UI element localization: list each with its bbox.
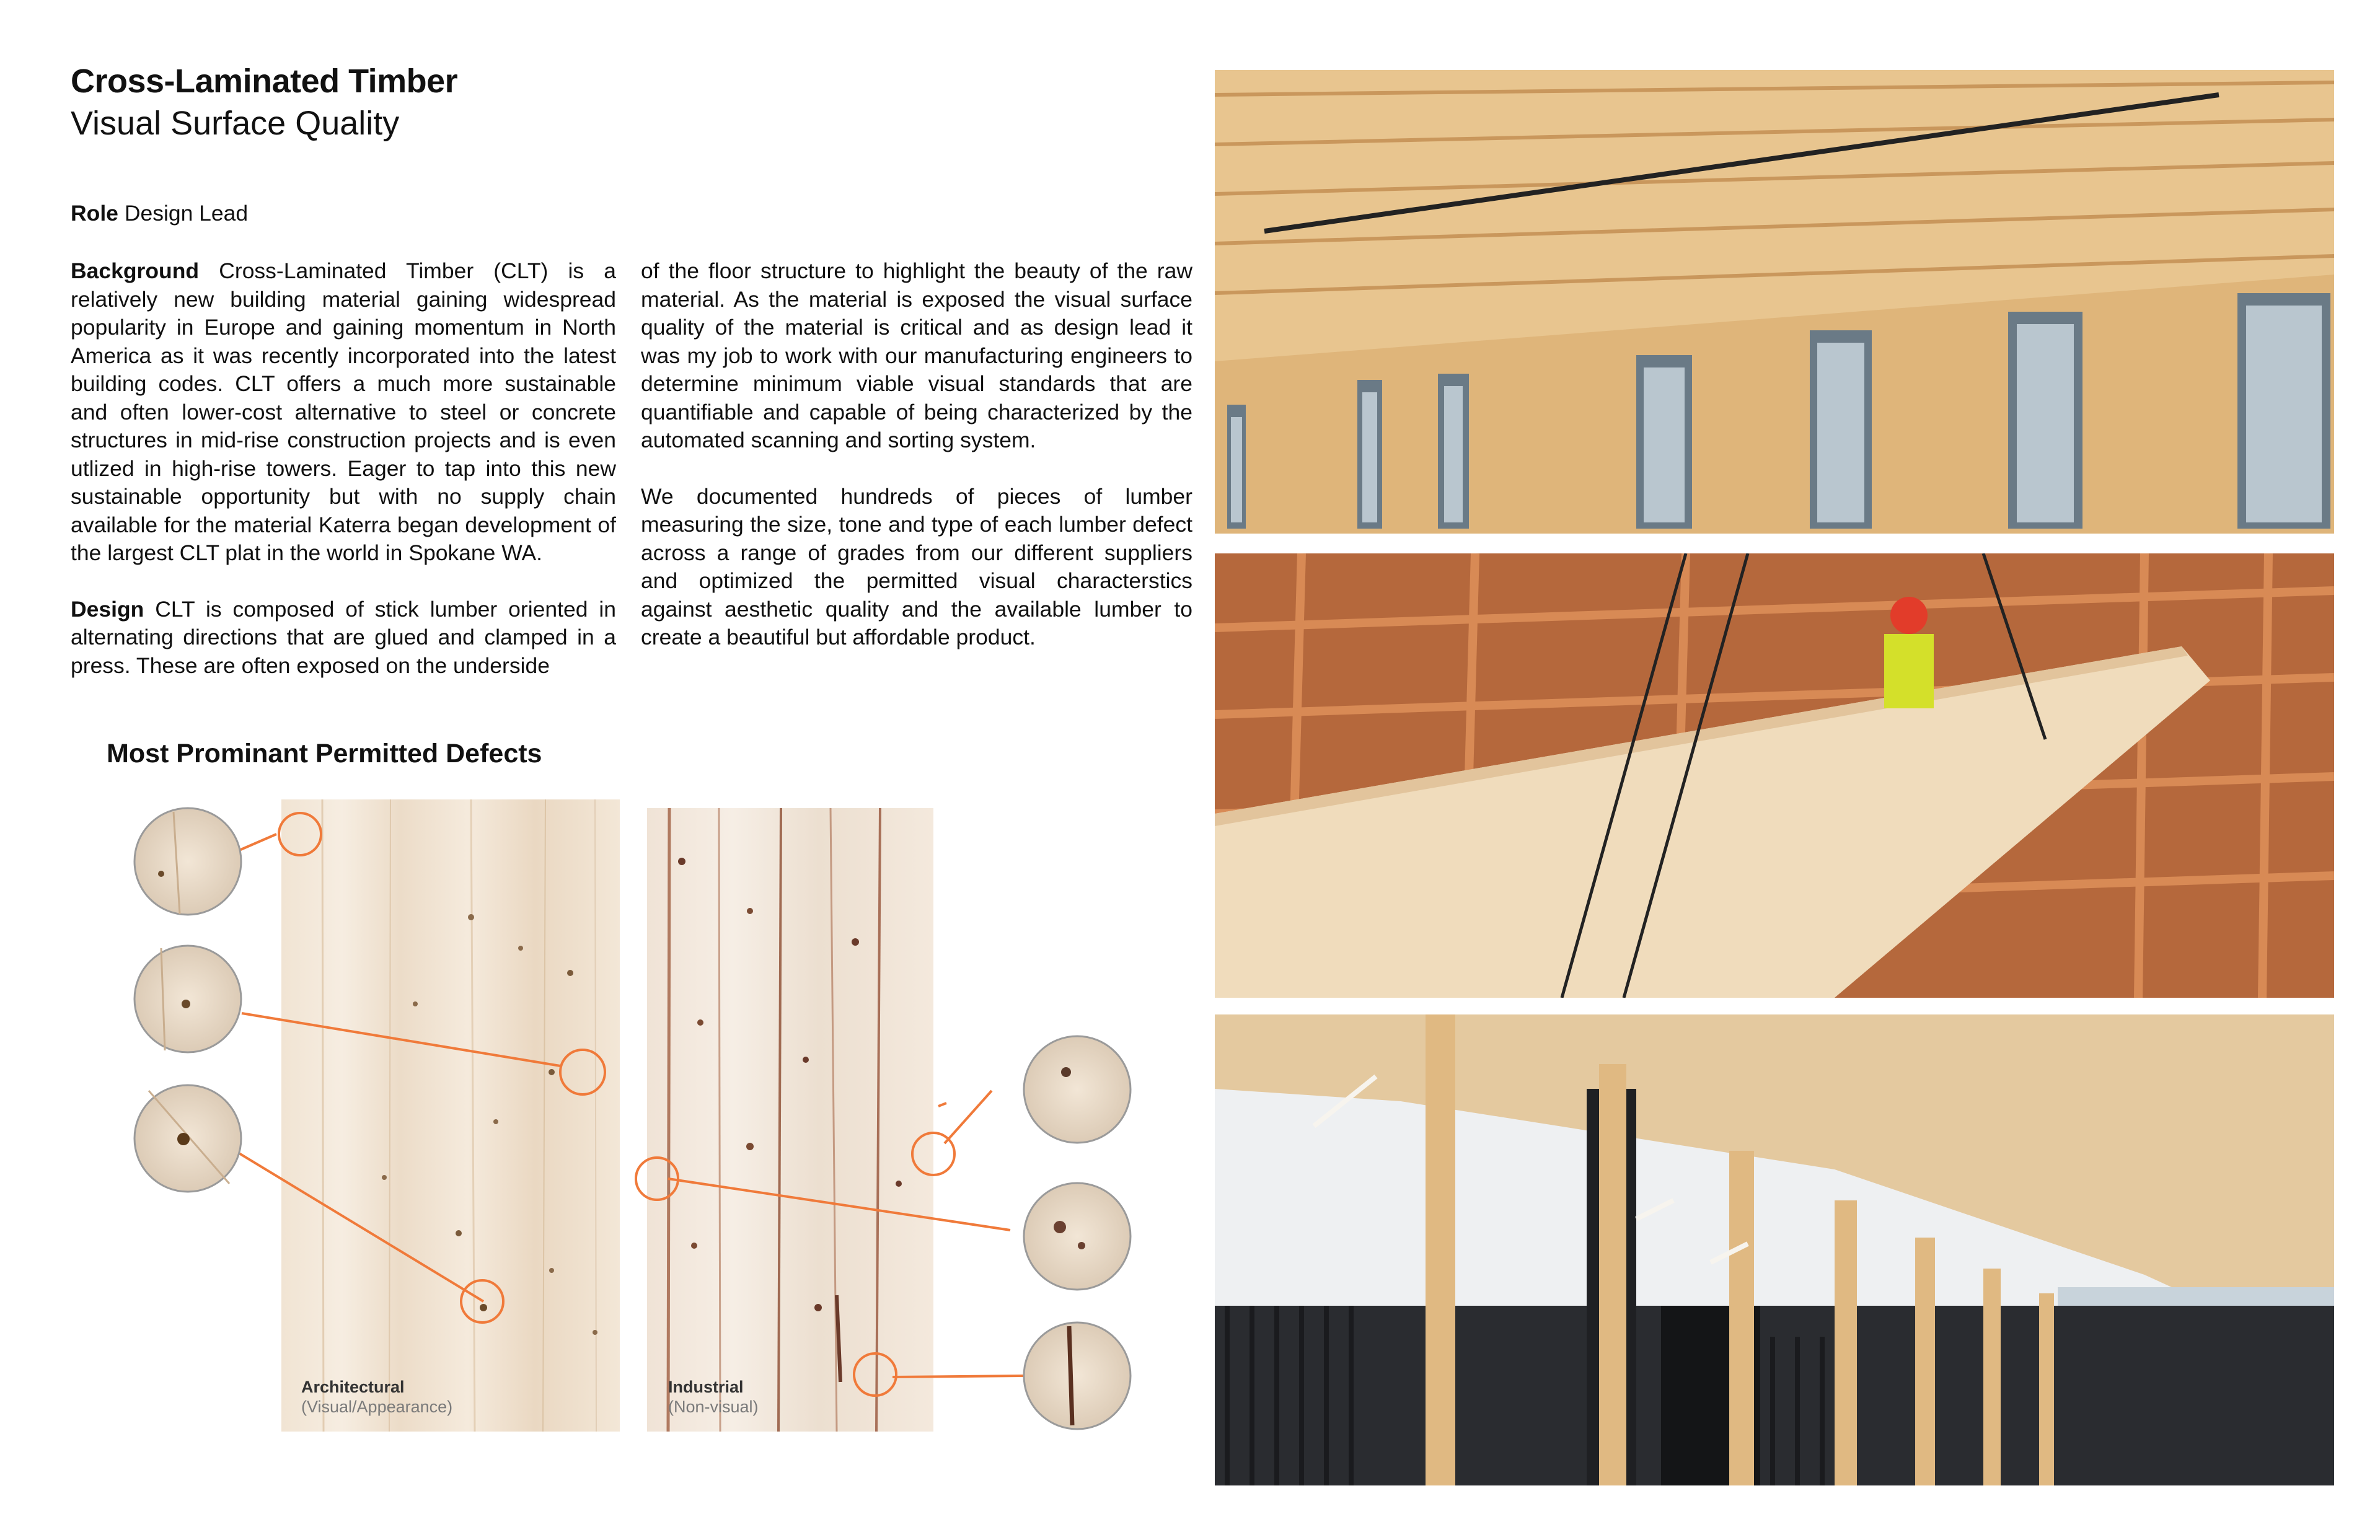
defects-title: Most Prominant Permitted Defects: [107, 739, 542, 768]
architectural-detail-circles: [134, 808, 241, 1192]
background-paragraph: [71, 257, 616, 568]
text-column-right: [641, 257, 1192, 680]
role-value: Design Lead: [124, 201, 249, 226]
text-column-left: [71, 257, 616, 708]
design-paragraph: [71, 596, 616, 680]
industrial-label: Industrial: [668, 1378, 744, 1396]
design-text: CLT is composed of stick lumber oriented in alternating directions that are glued and clamped in a press. These are often exposed on the underside: [71, 596, 616, 678]
page-subtitle: Visual Surface Quality: [71, 105, 400, 142]
role-label: Role: [71, 201, 118, 226]
industrial-detail-circles: [1024, 1036, 1130, 1429]
photo-clt-ceiling: [1215, 70, 2334, 534]
page-title: Cross-Laminated Timber: [71, 63, 458, 100]
background-label: Background: [71, 258, 200, 283]
industrial-note: (Non-visual): [668, 1397, 759, 1416]
industrial-caption: [668, 1377, 759, 1417]
industrial-board: [647, 808, 933, 1432]
architectural-note: (Visual/Appearance): [301, 1397, 453, 1416]
architectural-label: Architectural: [301, 1378, 405, 1396]
background-text: Cross-Laminated Timber (CLT) is a relatively new building material gaining widespread popularity in Europe and gaining momentum in North America as it was recently incorporated into the latest building codes. CLT offers a much more sustainable and often lower-cost alternative to steel or concrete structures in mid-rise construction projects and is even utlized in high-rise towers. Eager to tap into this new sustainable opportunity but with no supply chain available for the material Katerra began development of the largest CLT plat in the world in Spokane WA.: [71, 258, 616, 565]
architectural-board: [281, 799, 620, 1432]
design-label: Design: [71, 596, 144, 622]
material-paragraph: of the floor structure to highlight the beauty of the raw material. As the material is exposed the visual surface quality of the material is critical and as design lead it was my job to work with our manufacturing engineers to determine minimum viable visual standards that are quantifiable and capable of being characterized by the automated scanning and sorting system.: [641, 258, 1192, 452]
role-line: [71, 201, 248, 226]
architectural-caption: [301, 1377, 452, 1417]
documentation-paragraph: We documented hundreds of pieces of lumber measuring the size, tone and type of each lumber defect across a range of grades from our different suppliers and optimized the permitted visual characterstics against aesthetic quality and the available lumber to create a beautiful but affordable product.: [641, 483, 1192, 649]
defects-figure: [124, 799, 1147, 1450]
photo-clt-installation: [1215, 553, 2334, 998]
photo-clt-interior: [1215, 1014, 2334, 1485]
